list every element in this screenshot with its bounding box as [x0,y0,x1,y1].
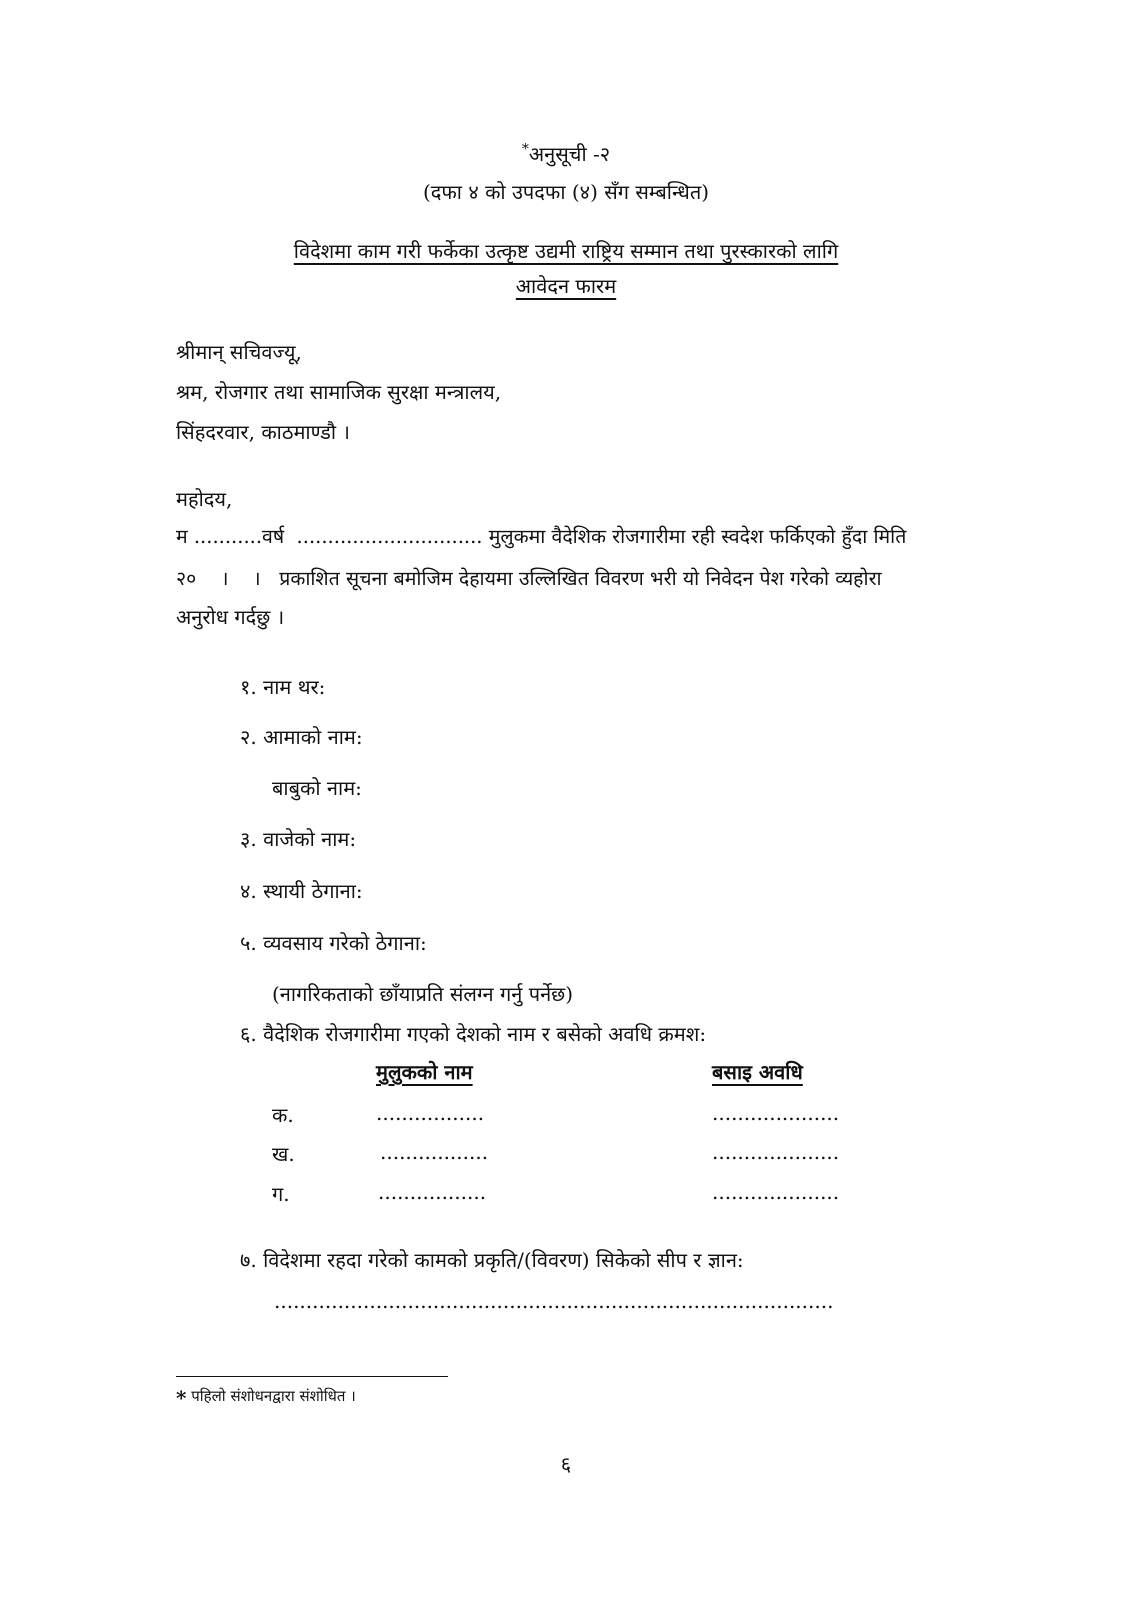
table-row-label: ख. [272,1142,295,1166]
footnote [176,1386,356,1410]
table-header-country-text: मुलुकको नाम [376,1060,473,1084]
form-title-line1 [0,237,1132,264]
field-work-nature: ७. विदेशमा रहदा गरेको कामको प्रकृति/(विवरण) सिकेको सीप र ज्ञान: [240,1248,744,1272]
footnote-mark: * [176,1386,187,1410]
table-row-country: ................. [378,1180,487,1204]
para-line3: अनुरोध गर्दछु । [176,605,285,629]
footnote-text: पहिलो संशोधनद्वारा संशोधित । [191,1387,356,1405]
table-row-period: .................... [712,1140,840,1164]
schedule-title: अनुसूची -२ [528,142,611,166]
work-nature-blank: ........................................................................................ [274,1289,834,1313]
field-name: १. नाम थर: [240,675,326,699]
para-line1: म ...........वर्ष .............................. मुलुकमा वैदेशिक रोजगारीमा रही स्वदेश फर्किएको हुँदा मिति [176,525,907,548]
field-grandfather-name: ३. वाजेको नाम: [240,827,357,851]
table-header-period [712,1058,803,1085]
field-business-address: ५. व्यवसाय गरेको ठेगाना: [240,931,427,955]
page-number: ६ [560,1452,572,1476]
table-row-country: ................. [376,1101,485,1125]
table-row-label: क. [272,1103,294,1127]
addressee-line2: श्रम, रोजगार तथा सामाजिक सुरक्षा मन्त्रालय, [176,380,502,404]
salutation: महोदय, [176,487,233,511]
table-row-period: .................... [712,1180,840,1204]
table-row-label: ग. [272,1182,290,1206]
field-father-name: बाबुको नाम: [272,776,362,800]
form-title-line2-text: आवेदन फारम [515,274,617,298]
field-permanent-address: ४. स्थायी ठेगाना: [240,879,363,903]
schedule-mark: * [521,141,529,158]
field-foreign-employment: ६. वैदेशिक रोजगारीमा गएको देशको नाम र बसेको अवधि क्रमश: [240,1022,707,1046]
form-title-line1-text: विदेशमा काम गरी फर्केका उत्कृष्ट उद्यमी राष्ट्रिय सम्मान तथा पुरस्कारको लागि [293,239,839,263]
field-mother-name: २. आमाको नाम: [240,725,363,749]
addressee-line1: श्रीमान् सचिवज्यू, [176,340,302,364]
para-line2: २० । । प्रकाशित सूचना बमोजिम देहायमा उल्लिखित विवरण भरी यो निवेदन पेश गरेको व्यहोरा [176,567,882,590]
citizenship-note: (नागरिकताको छाँयाप्रति संलग्न गर्नु पर्नेछ) [272,982,573,1006]
form-title-line2 [0,272,1132,299]
addressee-line3: सिंहदरवार, काठमाण्डौ । [176,420,350,444]
table-header-country [376,1058,473,1085]
schedule-reference: (दफा ४ को उपदफा (४) सँग सम्बन्धित) [422,180,710,204]
schedule-heading [0,140,1132,167]
footnote-divider [176,1376,448,1377]
table-row-period: .................... [712,1101,840,1125]
table-row-country: ................. [380,1140,489,1164]
table-header-period-text: बसाइ अवधि [712,1060,803,1084]
